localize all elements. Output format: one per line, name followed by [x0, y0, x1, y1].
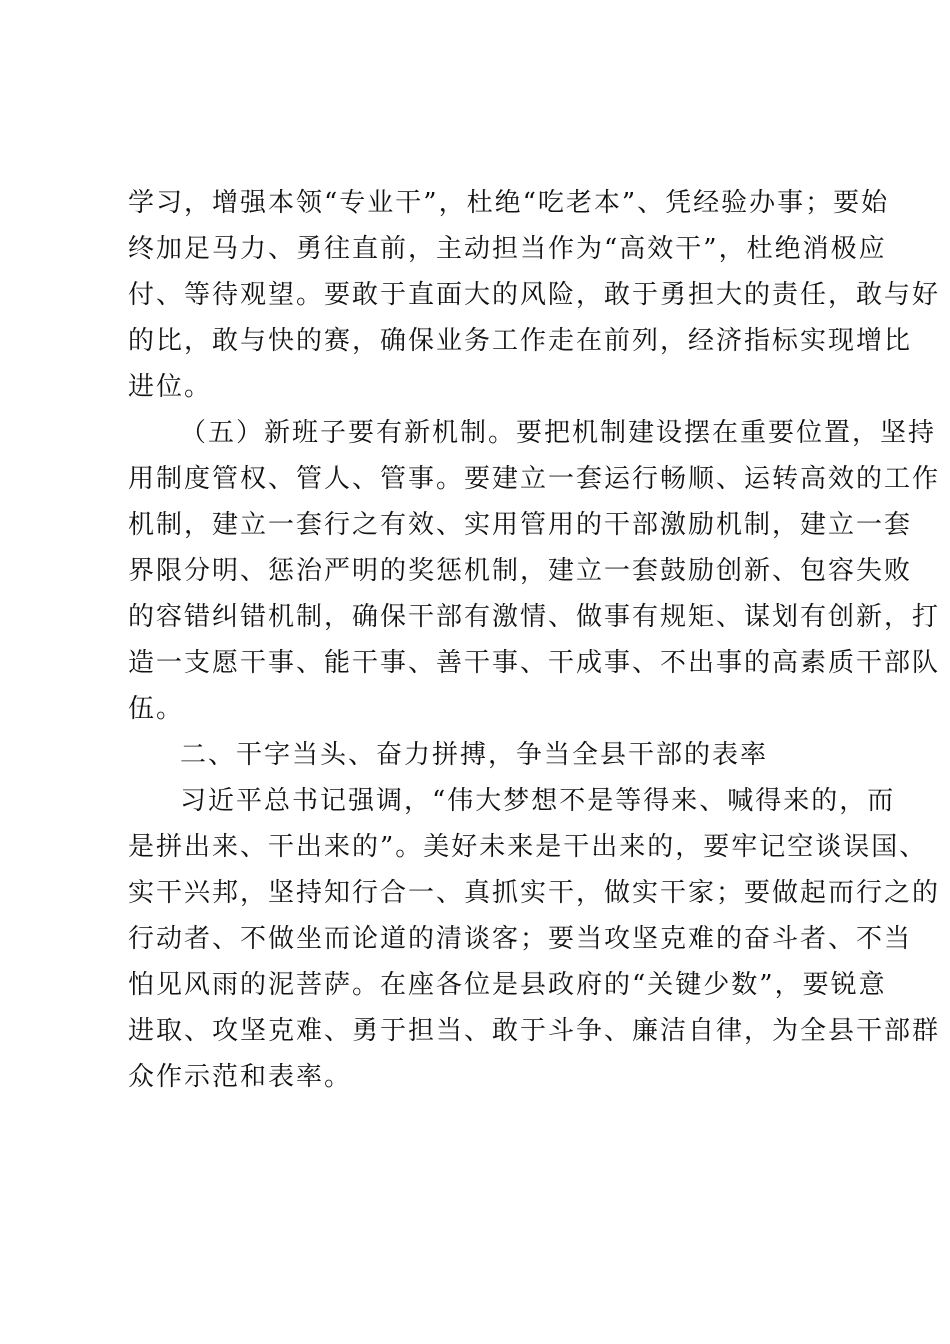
text-line: 的比，敢与快的赛，确保业务工作走在前列，经济指标实现增比	[128, 326, 913, 356]
paragraph-1	[128, 180, 941, 410]
section-heading	[128, 732, 833, 778]
text-line: 伍。	[128, 694, 185, 724]
text-line: 进取、攻坚克难、勇于担当、敢于斗争、廉洁自律，为全县干部群	[128, 1016, 941, 1046]
text-line: 怕见风雨的泥菩萨。在座各位是县政府的“关键少数”，要锐意	[128, 970, 887, 1000]
text-line: 终加足马力、勇往直前，主动担当作为“高效干”，杜绝消极应	[128, 234, 887, 264]
text-line: 进位。	[128, 372, 213, 402]
text-line: 行动者、不做坐而论道的清谈客；要当攻坚克难的奋斗者、不当	[128, 924, 913, 954]
text-line: 是拼出来、干出来的”。美好未来是干出来的，要牢记空谈误国、	[128, 832, 928, 862]
text-line: 学习，增强本领“专业干”，杜绝“吃老本”、凭经验办事；要始	[128, 188, 890, 218]
text-line: 的容错纠错机制，确保干部有激情、做事有规矩、谋划有创新，打	[128, 602, 941, 632]
text-line: （五）新班子要有新机制。要把机制建设摆在重要位置，坚持	[180, 418, 937, 448]
text-line: 用制度管权、管人、管事。要建立一套运行畅顺、运转高效的工作	[128, 464, 941, 494]
text-line: 界限分明、惩治严明的奖惩机制，建立一套鼓励创新、包容失败	[128, 556, 913, 586]
paragraph-section-five	[128, 410, 941, 732]
text-line: 众作示范和表率。	[128, 1062, 353, 1092]
paragraph-section-two	[128, 778, 941, 1100]
text-line: 机制，建立一套行之有效、实用管用的干部激励机制，建立一套	[128, 510, 913, 540]
heading-line: 二、干字当头、奋力拼搏，争当全县干部的表率	[180, 740, 769, 770]
text-line: 实干兴邦，坚持知行合一、真抓实干，做实干家；要做起而行之的	[128, 878, 941, 908]
text-line: 付、等待观望。要敢于直面大的风险，敢于勇担大的责任，敢与好	[128, 280, 941, 310]
text-line: 习近平总书记强调，“伟大梦想不是等得来、喊得来的，而	[180, 786, 896, 816]
text-line: 造一支愿干事、能干事、善干事、干成事、不出事的高素质干部队	[128, 648, 941, 678]
document-body	[128, 180, 941, 1100]
